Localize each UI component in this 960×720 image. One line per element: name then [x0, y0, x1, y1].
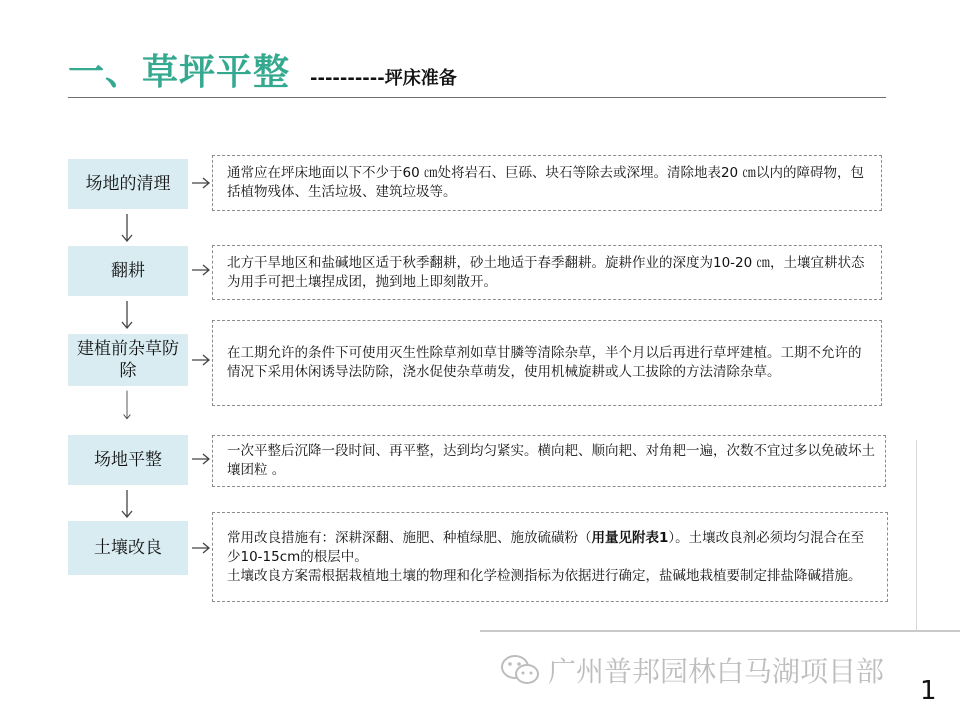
arrow-right-icon	[191, 453, 211, 465]
step-box-site-clearing: 场地的清理	[68, 159, 188, 209]
step-box-soil-improvement: 土壤改良	[68, 521, 188, 575]
step-description-site-clearing	[212, 155, 882, 211]
arrow-right-icon	[191, 264, 211, 276]
step-box-weed-control: 建植前杂草防除	[68, 334, 188, 386]
arrow-down-icon	[121, 213, 133, 243]
watermark-text: 广州普邦园林白马湖项目部	[548, 655, 885, 688]
step-description-weed-control	[212, 320, 882, 406]
step-box-tillage: 翻耕	[68, 246, 188, 296]
description-text: 通常应在坪床地面以下不少于60 ㎝处将岩石、巨砾、块石等除去或深埋。清除地表20 ㎝以内的障碍物，包括植物残体、生活垃圾、建筑垃圾等。	[227, 165, 864, 200]
arrow-right-icon	[191, 542, 211, 554]
description-text: 北方干旱地区和盐碱地区适于秋季翻耕，砂土地适于春季翻耕。旋耕作业的深度为10-20 ㎝，土壤宜耕状态为用手可把土壤捏成团，抛到地上即刻散开。	[227, 254, 865, 290]
description-text-2: 土壤改良方案需根据栽植地土壤的物理和化学检测指标为依据进行确定，盐碱地栽植要制定排盐降碱措施。	[227, 567, 862, 584]
description-highlight: 用量见附表1	[591, 529, 669, 546]
description-text-part: 常用改良措施有：深耕深翻、施肥、种植绿肥、施放硫磺粉（	[227, 529, 592, 546]
watermark	[500, 650, 884, 690]
step-description-tillage	[212, 245, 882, 300]
page-number: 1	[920, 676, 937, 706]
description-text: 在工期允许的条件下可使用灭生性除草剂如草甘膦等清除杂草，半个月以后再进行草坪建植。工期不允许的情况下采用休闲诱导法防除，浇水促使杂草萌发，使用机械旋耕或人工拔除的方法清除杂草。	[227, 345, 862, 380]
description-text	[227, 529, 877, 567]
step-box-site-leveling: 场地平整	[68, 435, 188, 485]
arrow-right-icon	[191, 354, 211, 366]
step-description-soil-improvement	[212, 512, 888, 602]
step-description-site-leveling	[212, 435, 886, 487]
wechat-icon	[500, 653, 540, 687]
footer-divider	[480, 630, 960, 632]
description-text-part: ）。土壤改良剂必须均匀混合在至少10-15cm的根层中。	[227, 529, 865, 565]
arrow-down-icon	[121, 390, 133, 420]
footer-vertical-divider	[916, 440, 917, 632]
title-divider	[68, 97, 886, 98]
page-title: 一、草坪平整	[68, 52, 291, 93]
arrow-down-icon	[121, 300, 133, 330]
arrow-down-icon	[121, 489, 133, 519]
page-subtitle: ----------坪床准备	[310, 68, 457, 89]
description-text: 一次平整后沉降一段时间、再平整，达到均匀紧实。横向耙、顺向耙、对角耙一遍，次数不宜过多以免破坏土壤团粒 。	[227, 443, 875, 478]
arrow-right-icon	[191, 177, 211, 189]
